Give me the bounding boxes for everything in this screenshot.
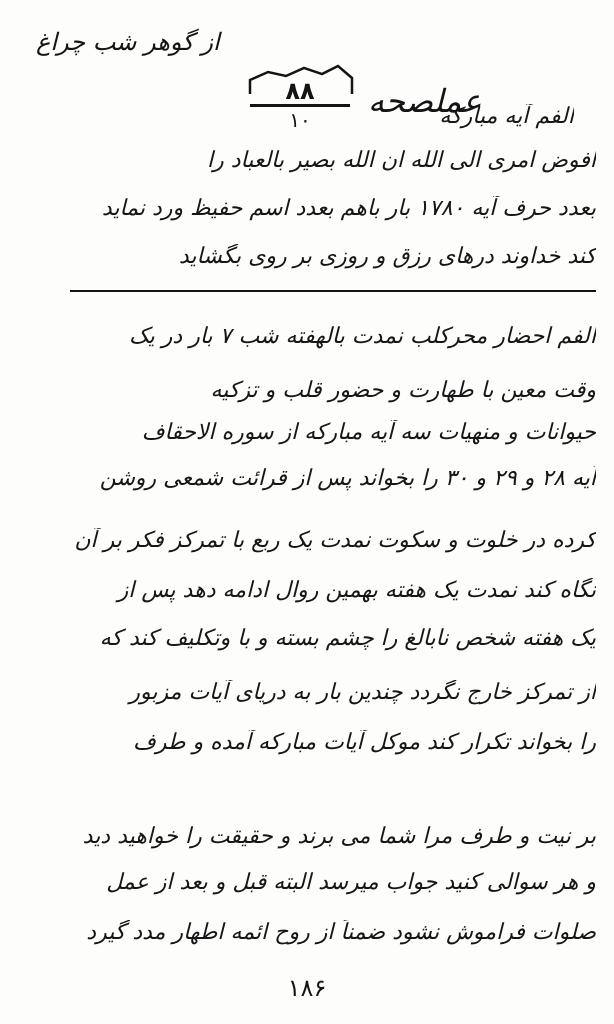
text-line: صلوات فراموش نشود ضمناً از روح ائمه اطهار مدد گیرد xyxy=(86,920,596,945)
heading: عملصحه xyxy=(368,82,482,120)
text-line: کرده در خلوت و سکوت نمدت یک ربع با تمرکز فکر بر آن xyxy=(74,528,596,553)
text-line: کند خداوند درهای رزق و روزی بر روی بگشاید xyxy=(178,244,596,269)
text-line: افوض امری الی الله ان الله بصیر بالعباد را xyxy=(207,148,596,173)
source-note: از گوهر شب چراغ xyxy=(36,28,220,56)
text-line: نگاه کند نمدت یک هفته بهمین روال ادامه دهد پس از xyxy=(117,578,596,603)
text-line: یک هفته شخص نابالغ را چشم بسته و با وتکلیف کند که xyxy=(99,626,596,651)
text-line: از تمرکز خارج نگردد چندین بار به دریای آیات مزبور xyxy=(129,680,596,705)
text-line: الفم آیه مبارکه xyxy=(439,104,574,129)
text-line: آیه ۲۸ و ۲۹ و ۳۰ را بخواند پس از قرائت شمعی روشن xyxy=(99,466,596,491)
section-divider xyxy=(70,290,596,292)
page-number: ۱۸۶ xyxy=(287,974,327,1002)
text-line: حیوانات و منهیات سه آیه مبارکه از سوره الاحقاف xyxy=(141,420,596,445)
text-line: بر نیت و طرف مرا شما می برند و حقیقت را خواهید دید xyxy=(82,824,596,849)
text-line: و هر سوالی کنید جواب میرسد البته قبل و بعد از عمل xyxy=(106,870,596,895)
text-line: الفم احضار محرکلب نمدت بالهفته شب ۷ بار در یک xyxy=(128,324,596,349)
text-line: را بخواند تکرار کند موکل آیات مبارکه آمده و طرف xyxy=(133,730,596,755)
number-top: ۸۸ xyxy=(250,78,350,107)
text-line: بعدد حرف آیه ۱۷۸۰ بار باهم بعدد اسم حفیظ ورد نماید xyxy=(101,196,596,221)
text-line: وقت معین با طهارت و حضور قلب و تزکیه xyxy=(210,378,596,403)
number-bottom: ۱۰ xyxy=(289,108,311,132)
